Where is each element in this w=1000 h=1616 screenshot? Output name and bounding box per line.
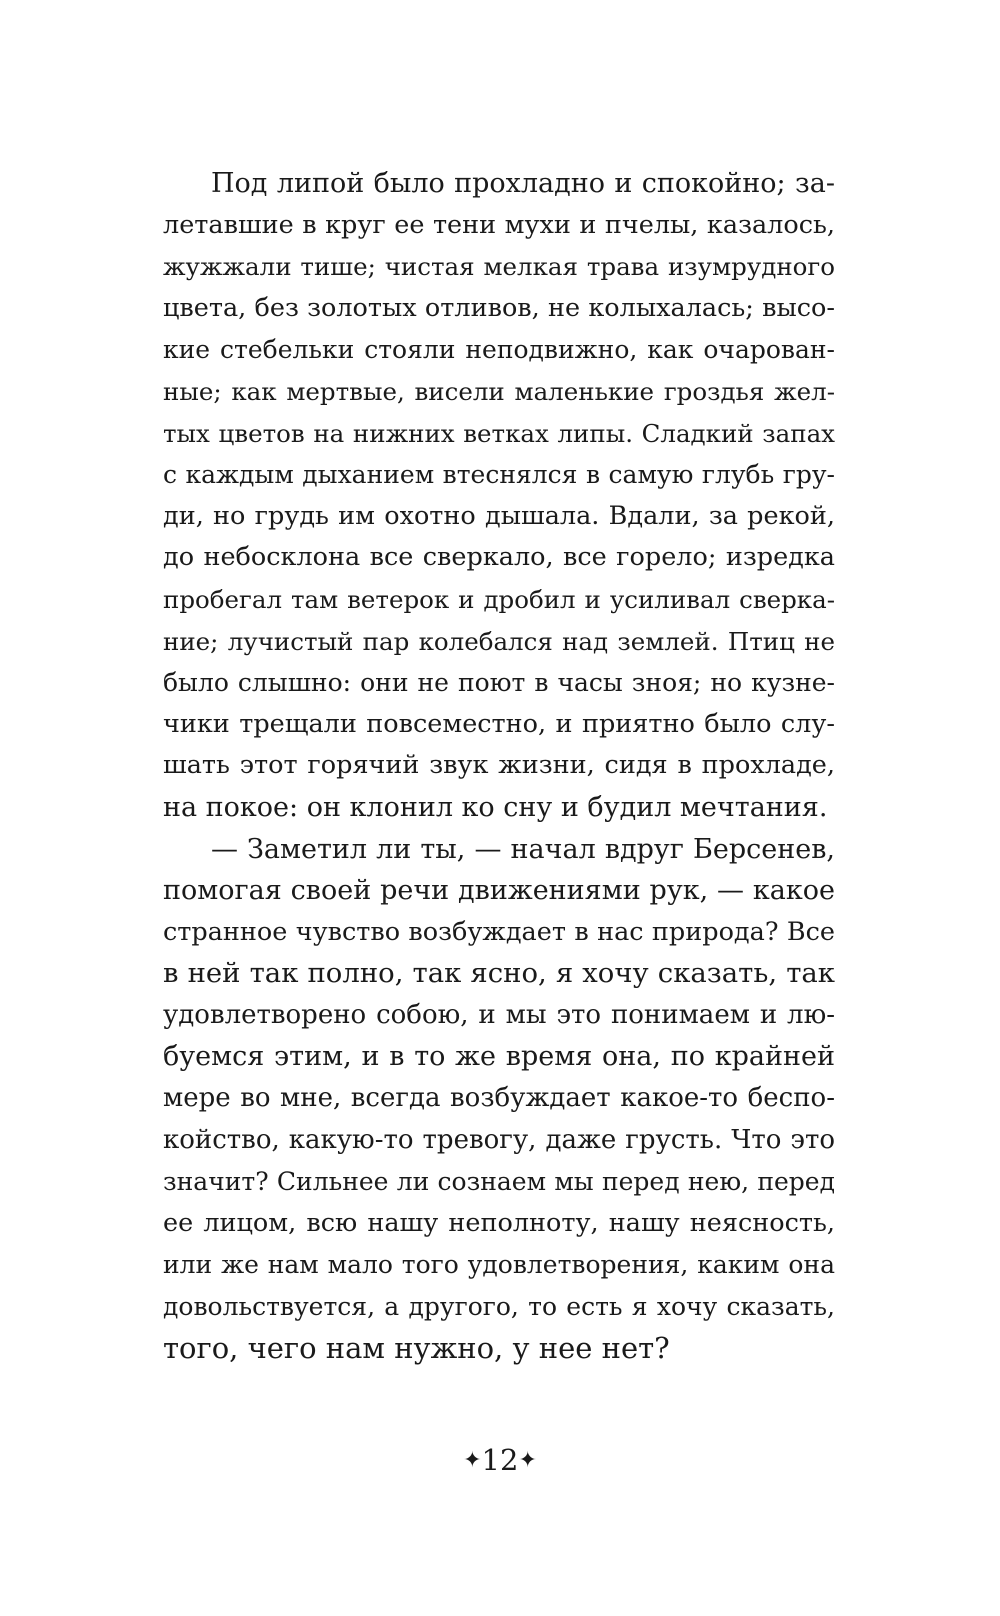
text-line: странное чувство возбуждает в нас природа? Все — [163, 916, 835, 947]
text-line: довольствуется, а другого, то есть я хочу сказать, — [163, 1292, 835, 1322]
page-body — [163, 163, 835, 1369]
text-line: удовлетворено собою, и мы это понимаем и лю- — [163, 999, 835, 1030]
text-line: ние; лучистый пар колебался над землей. Птиц не — [163, 626, 835, 656]
page-number — [0, 1442, 1000, 1479]
text-line: кие стебельки стояли неподвижно, как очарован- — [163, 335, 835, 365]
text-line: ее лицом, всю нашу неполноту, нашу неясность, — [163, 1207, 835, 1238]
text-line: цвета, без золотых отливов, не колыхалась; высо- — [163, 292, 835, 323]
text-line: мере во мне, всегда возбуждает какое-то беспо- — [163, 1083, 835, 1114]
text-line: жужжали тише; чистая мелкая трава изумрудного — [163, 252, 835, 282]
text-line: значит? Сильнее ли сознаем мы перед нею, перед — [163, 1167, 835, 1197]
text-line: или же нам мало того удовлетворения, каким она — [163, 1250, 835, 1280]
ornament-left-icon: ✦ — [463, 1448, 482, 1473]
text-line: койство, какую-то тревогу, даже грусть. Что это — [163, 1124, 835, 1155]
text-line: буемся этим, и в то же время она, по крайней — [163, 1041, 835, 1073]
text-line: — Заметил ли ты, — начал вдруг Берсенев, — [211, 833, 835, 865]
text-line: до небосклона все сверкало, все горело; изредка — [163, 542, 835, 573]
text-line: того, чего нам нужно, у нее нет? — [163, 1330, 670, 1365]
text-line: пробегал там ветерок и дробил и усиливал сверка- — [163, 584, 835, 614]
paragraph-1 — [163, 163, 835, 829]
ornament-right-icon: ✦ — [518, 1448, 537, 1473]
text-line: ные; как мертвые, висели маленькие гроздья жел- — [163, 376, 835, 406]
text-line: летавшие в круг ее тени мухи и пчелы, казалось, — [163, 209, 835, 240]
text-line: шать этот горячий звук жизни, сидя в прохладе, — [163, 750, 835, 781]
paragraph-2 — [163, 829, 835, 1370]
text-line: Под липой было прохладно и спокойно; за- — [211, 168, 835, 199]
text-line: тых цветов на нижних ветках липы. Сладкий запах — [163, 418, 835, 448]
text-line: чики трещали повсеместно, и приятно было слу- — [163, 708, 835, 739]
text-line: помогая своей речи движениями рук, — какое — [163, 875, 835, 907]
text-line: с каждым дыханием втеснялся в самую глубь гру- — [163, 460, 835, 490]
page-number-value: 12 — [481, 1443, 519, 1477]
text-line: было слышно: они не поют в часы зноя; но кузне- — [163, 668, 835, 698]
text-line: ди, но грудь им охотно дышала. Вдали, за рекой, — [163, 500, 835, 531]
text-line: в ней так полно, так ясно, я хочу сказать, так — [163, 957, 835, 990]
text-line: на покое: он клонил ко сну и будил мечтания. — [163, 791, 828, 823]
